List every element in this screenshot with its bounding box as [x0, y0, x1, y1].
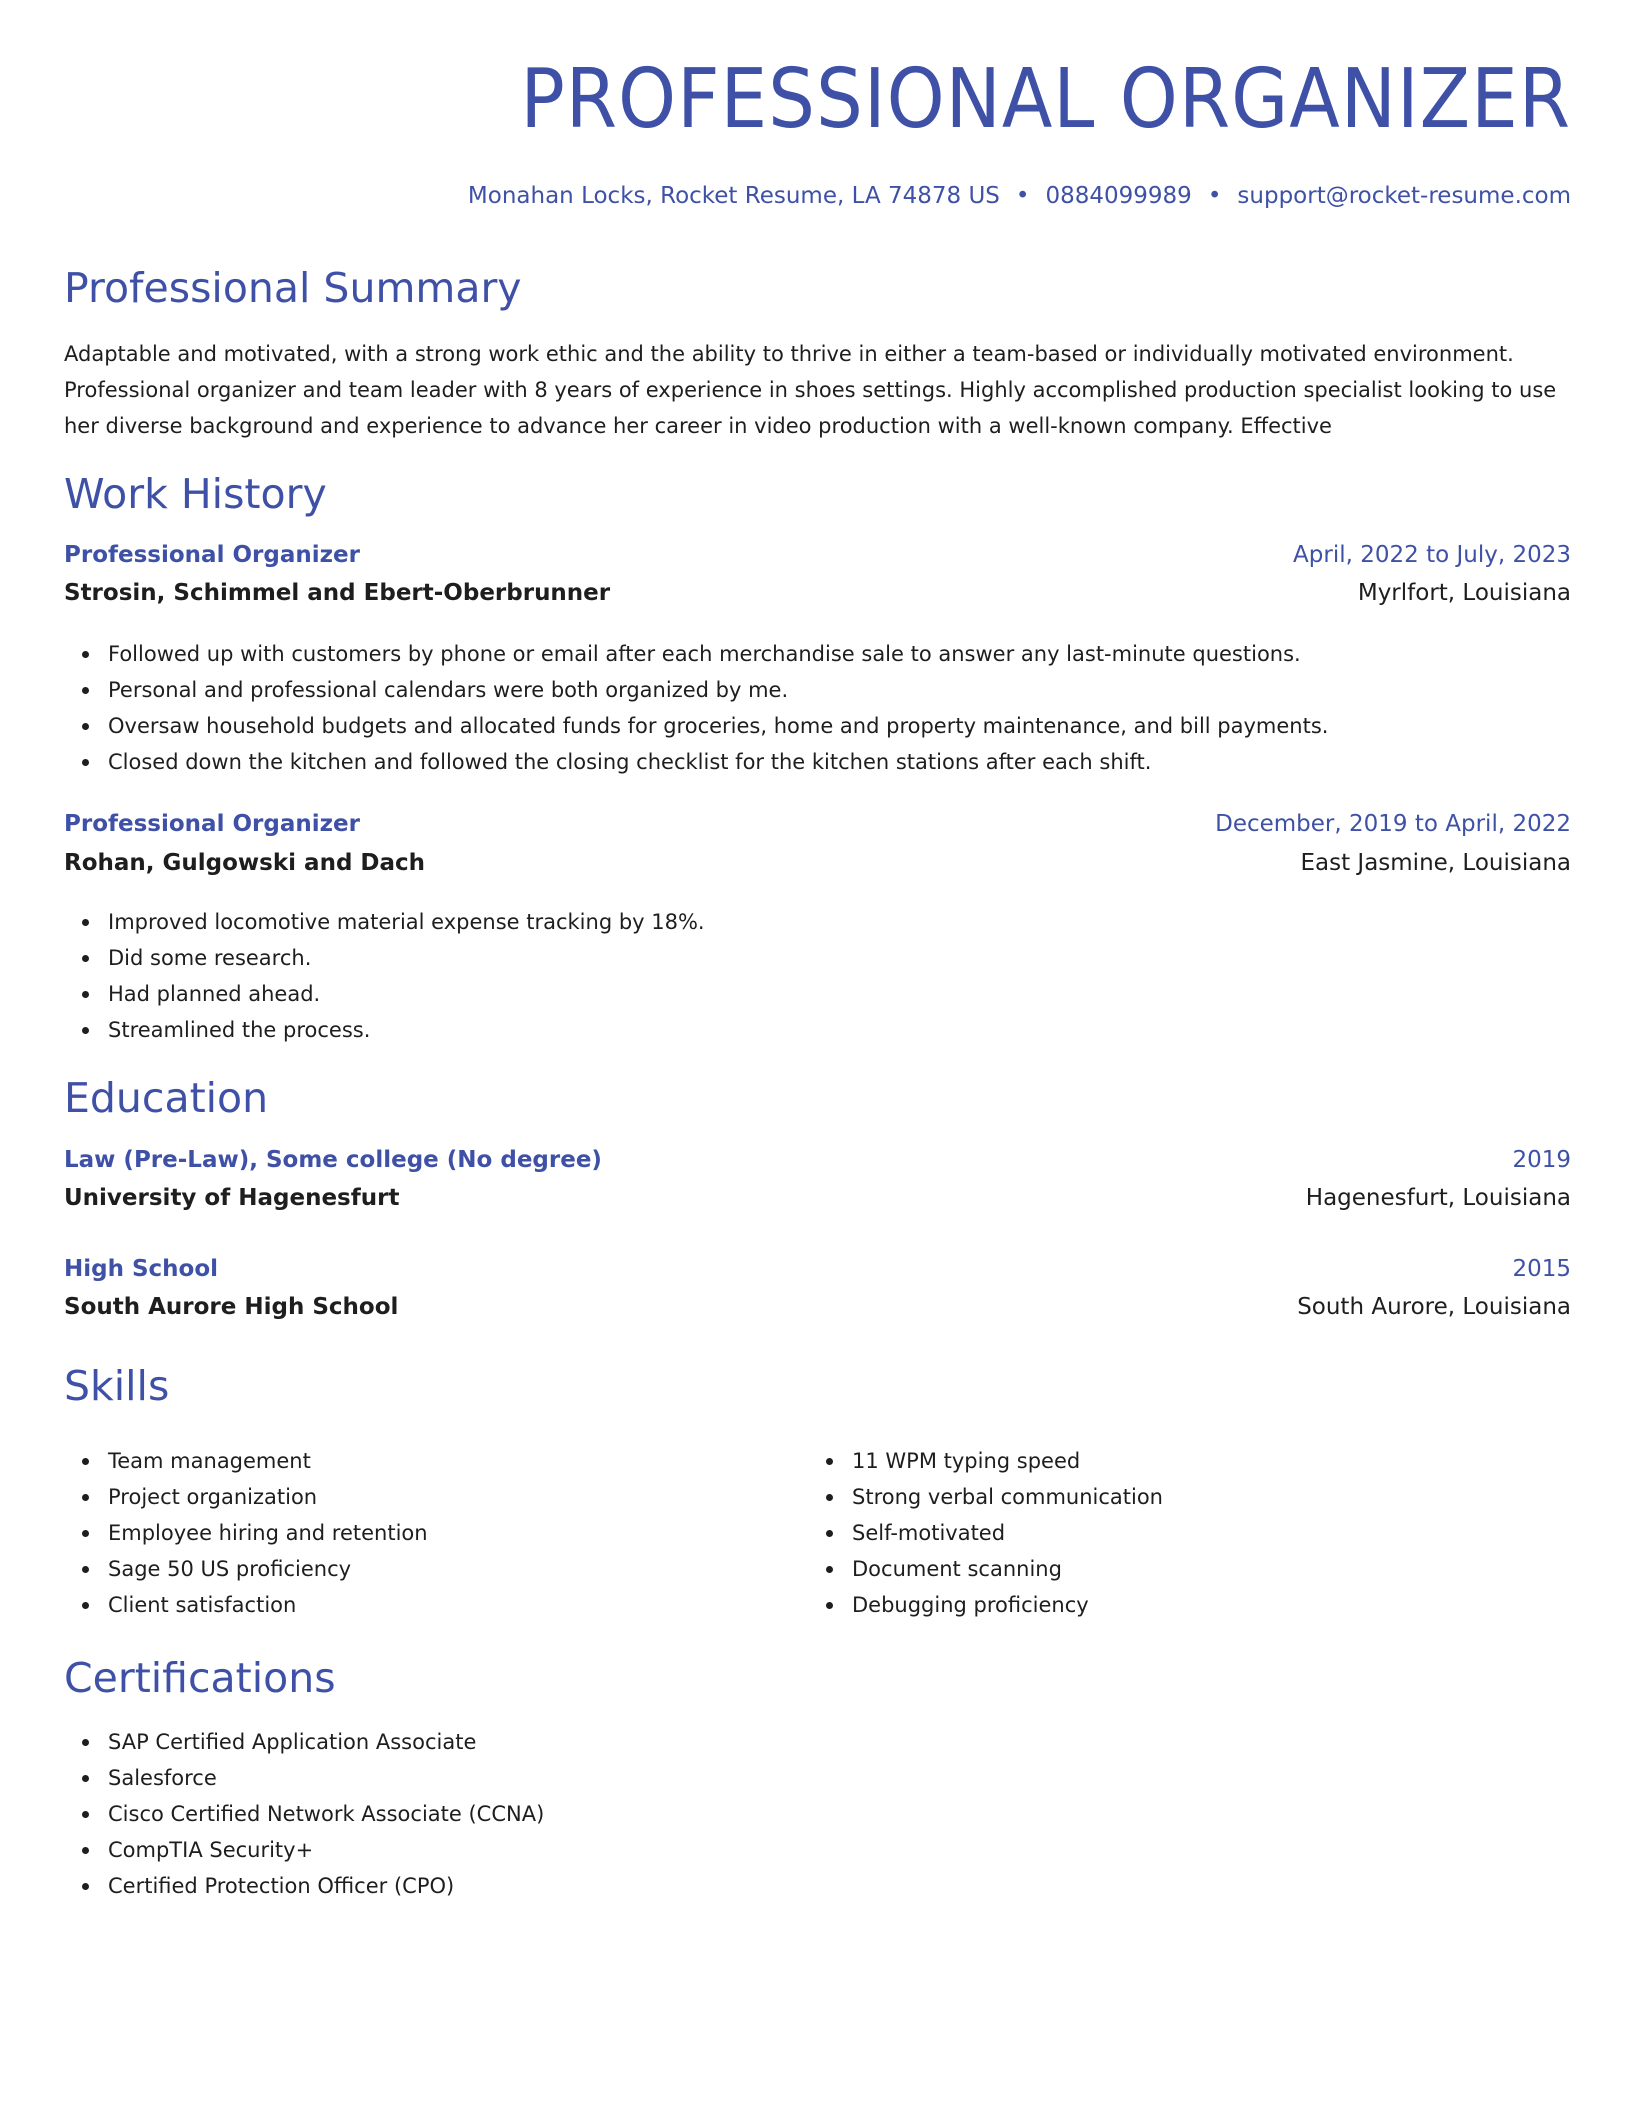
- education-degree: Law (Pre-Law), Some college (No degree): [64, 1147, 602, 1173]
- list-item: SAP Certified Application Associate: [108, 1724, 544, 1760]
- list-item: Project organization: [108, 1479, 428, 1515]
- phone-text: 0884099989: [1045, 183, 1192, 209]
- work-history-heading: Work History: [64, 470, 327, 518]
- education-subheader: [64, 1290, 1571, 1324]
- list-item: Personal and professional calendars were both organized by me.: [108, 672, 1328, 708]
- list-item: Improved locomotive material expense tracking by 18%.: [108, 904, 705, 940]
- list-item: Document scanning: [852, 1551, 1163, 1587]
- list-item: Closed down the kitchen and followed the closing checklist for the kitchen stations after each shift.: [108, 744, 1328, 780]
- list-item: Strong verbal communication: [852, 1479, 1163, 1515]
- list-item: Client satisfaction: [108, 1587, 428, 1623]
- certifications-list: [64, 1724, 544, 1904]
- resume-title: PROFESSIONAL ORGANIZER: [520, 52, 1571, 147]
- address-text: Monahan Locks, Rocket Resume, LA 74878 US: [467, 183, 1000, 209]
- summary-text: Adaptable and motivated, with a strong work ethic and the ability to thrive in either a team-based or individually motivated environment. Professional organizer and team leader with 8 years of experience in shoes settings. Highly accomplished production specialist looking to use her diverse background and experience to advance her career in video production with a well-known company. Effective: [64, 342, 1557, 438]
- skills-list-right: [808, 1443, 1163, 1623]
- job-company: Rohan, Gulgowski and Dach: [64, 850, 426, 876]
- contact-separator: •: [1015, 183, 1030, 209]
- list-item: Followed up with customers by phone or email after each merchandise sale to answer any last-minute questions.: [108, 636, 1328, 672]
- skills-list-left: [64, 1443, 428, 1623]
- list-item: Debugging proficiency: [852, 1587, 1163, 1623]
- list-item: Did some research.: [108, 940, 705, 976]
- job-subheader: [64, 846, 1571, 880]
- job-title: Professional Organizer: [64, 811, 360, 837]
- job-header: [64, 538, 1571, 572]
- education-year: 2019: [1512, 1147, 1571, 1173]
- job-title: Professional Organizer: [64, 542, 360, 568]
- education-location: South Aurore, Louisiana: [1297, 1294, 1571, 1320]
- list-item: Sage 50 US proficiency: [108, 1551, 428, 1587]
- list-item: Had planned ahead.: [108, 976, 705, 1012]
- list-item: Employee hiring and retention: [108, 1515, 428, 1551]
- education-school: University of Hagenesfurt: [64, 1185, 400, 1211]
- education-year: 2015: [1512, 1256, 1571, 1282]
- list-item: Cisco Certified Network Associate (CCNA): [108, 1796, 544, 1832]
- list-item: 11 WPM typing speed: [852, 1443, 1163, 1479]
- education-header: [64, 1252, 1571, 1286]
- summary-heading: Professional Summary: [64, 264, 522, 312]
- job-dates: April, 2022 to July, 2023: [1293, 542, 1571, 568]
- education-location: Hagenesfurt, Louisiana: [1305, 1185, 1571, 1211]
- education-header: [64, 1143, 1571, 1177]
- certifications-heading: Certifications: [64, 1654, 336, 1702]
- job-header: [64, 807, 1571, 841]
- skills-heading: Skills: [64, 1362, 170, 1410]
- list-item: Oversaw household budgets and allocated funds for groceries, home and property maintenance, and bill payments.: [108, 708, 1328, 744]
- list-item: CompTIA Security+: [108, 1832, 544, 1868]
- list-item: Certified Protection Officer (CPO): [108, 1868, 544, 1904]
- education-heading: Education: [64, 1074, 269, 1122]
- list-item: Streamlined the process.: [108, 1012, 705, 1048]
- resume-page: [64, 0, 1571, 2112]
- list-item: Self-motivated: [852, 1515, 1163, 1551]
- job-location: East Jasmine, Louisiana: [1300, 850, 1571, 876]
- education-school: South Aurore High School: [64, 1294, 399, 1320]
- contact-line: [468, 180, 1571, 212]
- list-item: Salesforce: [108, 1760, 544, 1796]
- job-location: Myrlfort, Louisiana: [1357, 580, 1571, 606]
- job-company: Strosin, Schimmel and Ebert-Oberbrunner: [64, 580, 611, 606]
- job-subheader: [64, 576, 1571, 610]
- contact-separator: •: [1207, 183, 1222, 209]
- job-bullets: [64, 636, 1328, 780]
- email-link[interactable]: support@rocket-resume.com: [1237, 183, 1571, 209]
- job-dates: December, 2019 to April, 2022: [1215, 811, 1571, 837]
- list-item: Team management: [108, 1443, 428, 1479]
- job-bullets: [64, 904, 705, 1048]
- education-degree: High School: [64, 1256, 219, 1282]
- education-subheader: [64, 1181, 1571, 1215]
